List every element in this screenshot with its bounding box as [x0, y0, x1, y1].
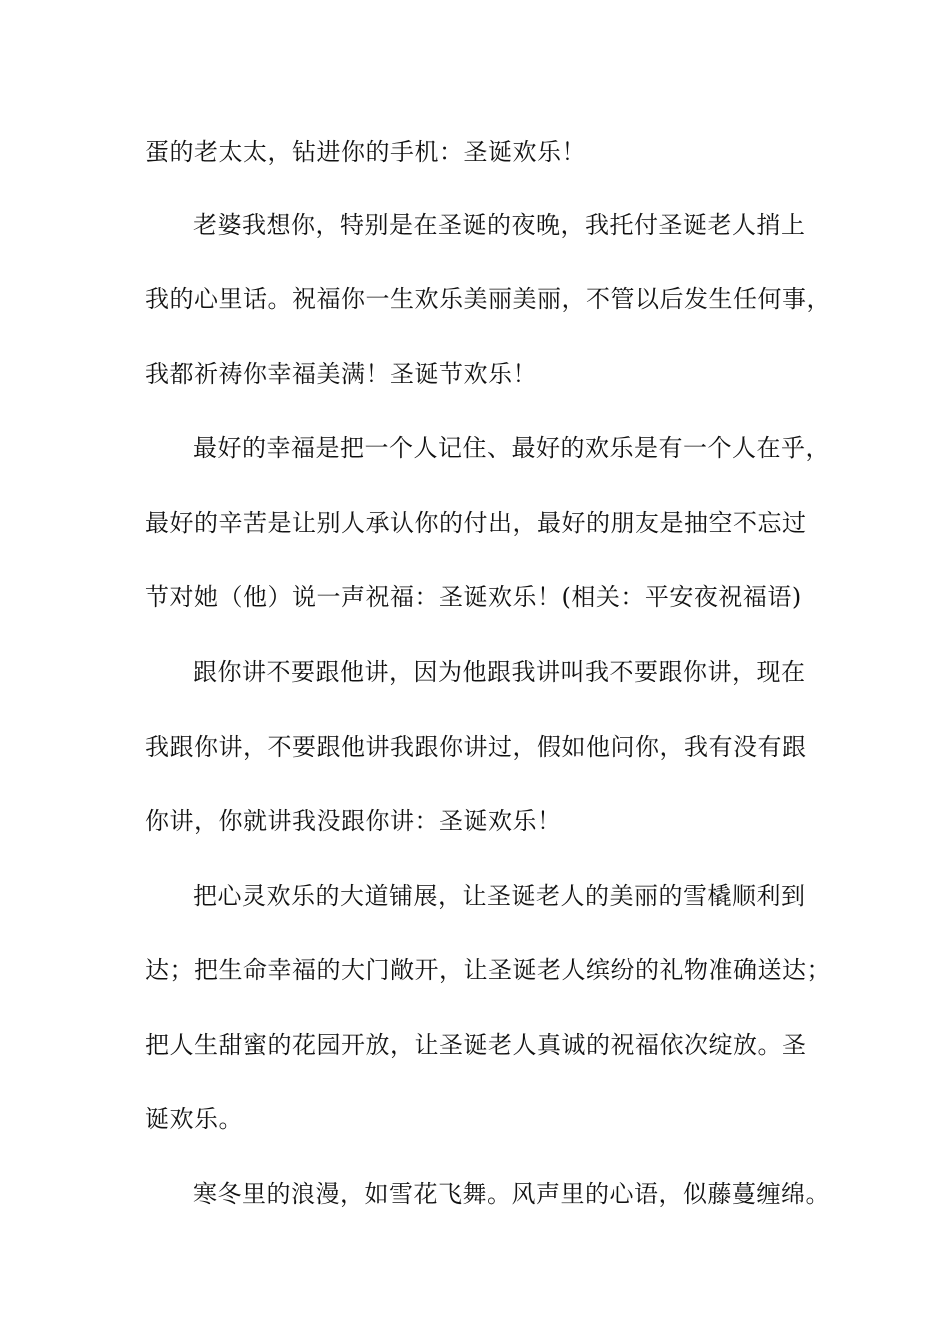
- text-line-4: 我都祈祷你幸福美满！圣诞节欢乐！: [145, 360, 537, 388]
- text-line-1: 蛋的老太太，钻进你的手机：圣诞欢乐！: [145, 138, 586, 166]
- text-line-10: 你讲，你就讲我没跟你讲：圣诞欢乐！: [145, 807, 562, 835]
- text-line-6: 最好的辛苦是让别人承认你的付出，最好的朋友是抽空不忘过: [145, 509, 807, 537]
- text-line-12: 达；把生命幸福的大门敞开，让圣诞老人缤纷的礼物准确送达；: [145, 956, 831, 984]
- text-line-2: 老婆我想你，特别是在圣诞的夜晚，我托付圣诞老人捎上: [193, 211, 806, 239]
- text-line-15: 寒冬里的浪漫，如雪花飞舞。风声里的心语，似藤蔓缠绵。: [193, 1180, 830, 1208]
- text-line-7: 节对她（他）说一声祝福：圣诞欢乐！(相关：平安夜祝福语): [145, 583, 802, 611]
- text-line-8: 跟你讲不要跟他讲，因为他跟我讲叫我不要跟你讲，现在: [193, 658, 806, 686]
- text-line-13: 把人生甜蜜的花园开放，让圣诞老人真诚的祝福依次绽放。圣: [145, 1031, 807, 1059]
- text-line-9: 我跟你讲，不要跟他讲我跟你讲过，假如他问你，我有没有跟: [145, 733, 807, 761]
- text-line-14: 诞欢乐。: [145, 1105, 243, 1133]
- text-line-5: 最好的幸福是把一个人记住、最好的欢乐是有一个人在乎，: [193, 434, 830, 462]
- text-line-11: 把心灵欢乐的大道铺展，让圣诞老人的美丽的雪橇顺利到: [193, 882, 806, 910]
- text-line-3: 我的心里话。祝福你一生欢乐美丽美丽，不管以后发生任何事，: [145, 285, 831, 313]
